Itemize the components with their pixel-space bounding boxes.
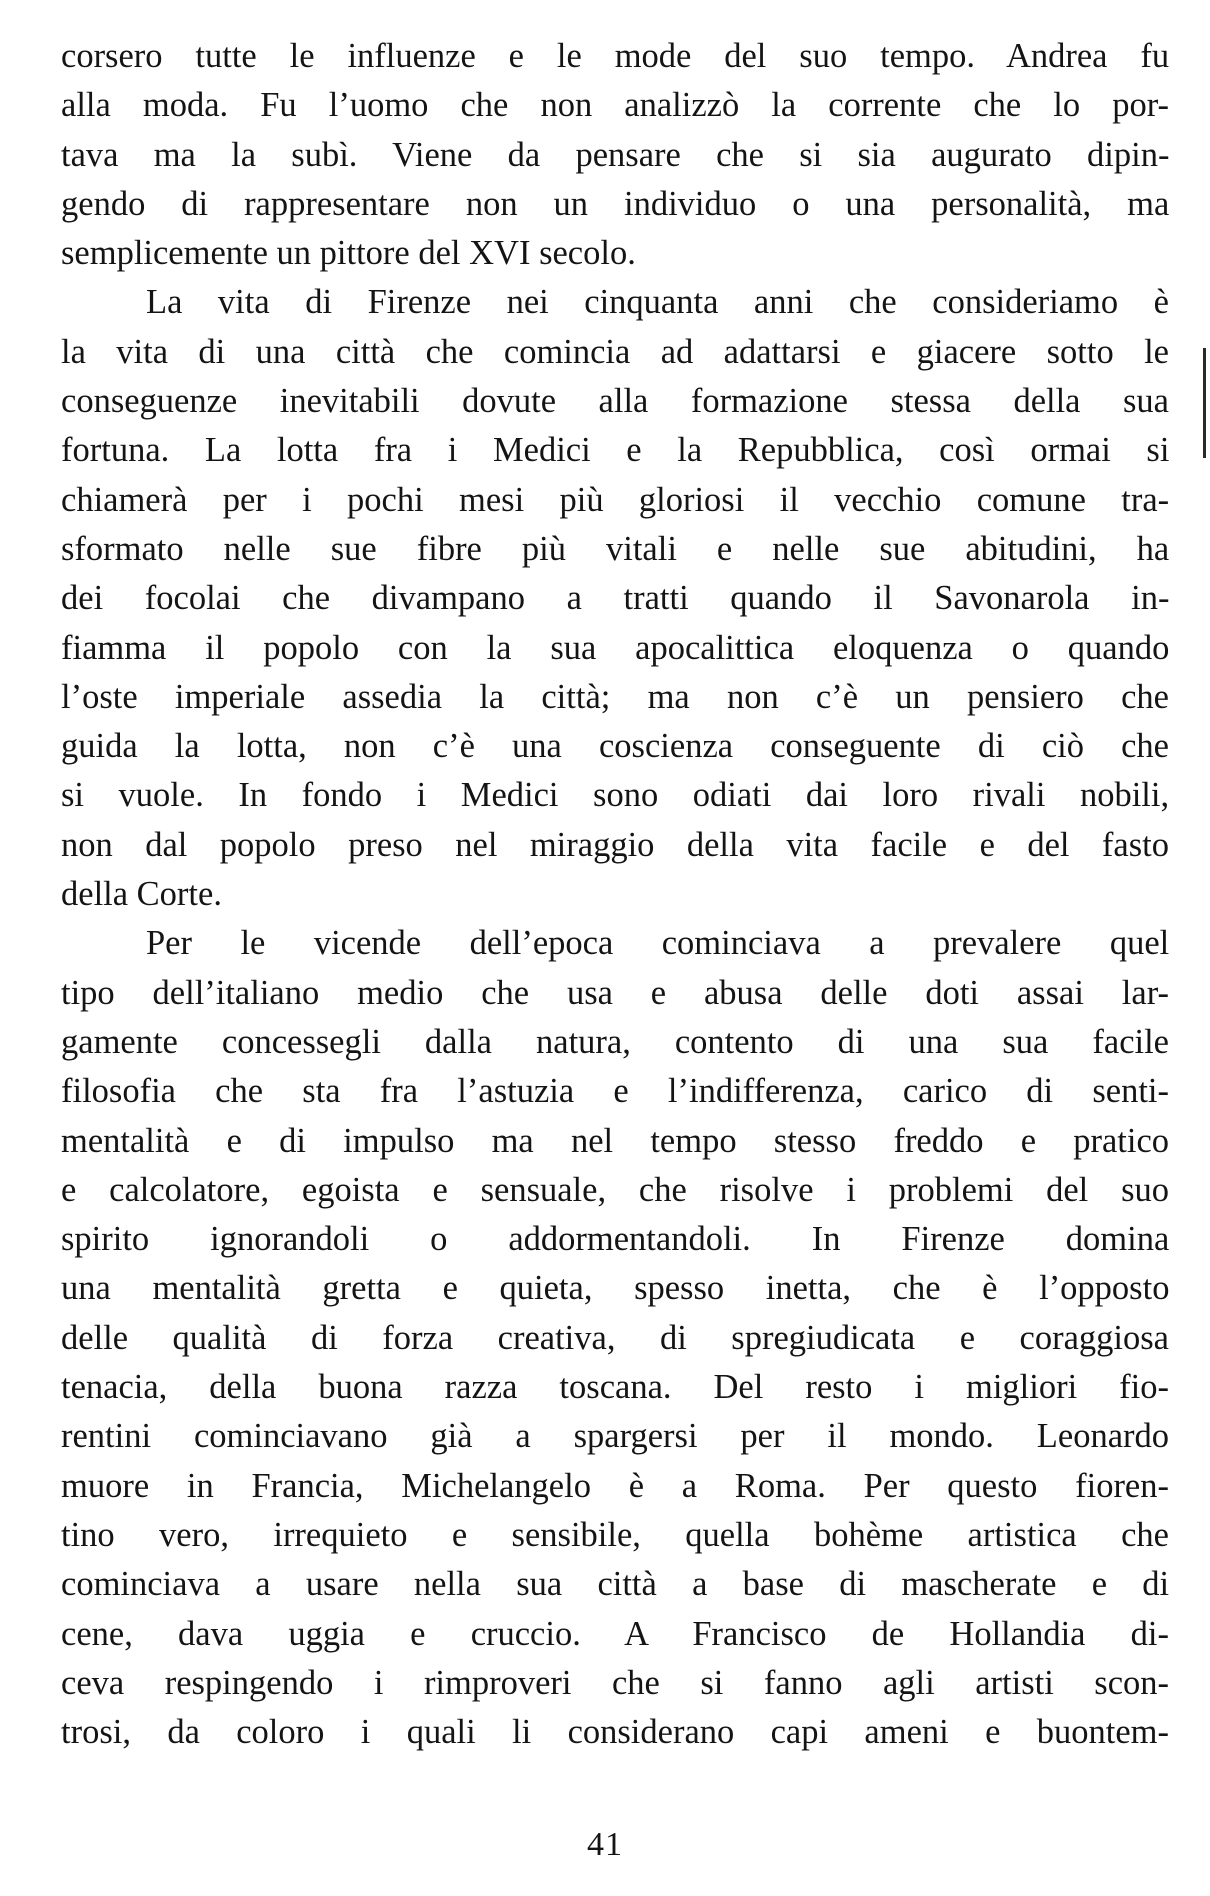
text-line: tipo dell’italiano medio che usa e abusa delle doti assai lar- xyxy=(61,973,1169,1012)
text-line: alla moda. Fu l’uomo che non analizzò la corrente che lo por- xyxy=(61,86,1169,125)
text-line: chiamerà per i pochi mesi più gloriosi il vecchio comune tra- xyxy=(61,480,1170,519)
text-line: delle qualità di forza creativa, di spregiudicata e coraggiosa xyxy=(61,1318,1169,1357)
text-line: e calcolatore, egoista e sensuale, che risolve i problemi del suo xyxy=(61,1170,1170,1209)
text-line: corsero tutte le influenze e le mode del suo tempo. Andrea fu xyxy=(61,37,1170,75)
text-line: cene, dava uggia e cruccio. A Francisco de Hollandia di- xyxy=(61,1614,1169,1653)
text-line: fortuna. La lotta fra i Medici e la Repubblica, così ormai si xyxy=(61,431,1170,470)
text-line: non dal popolo preso nel miraggio della vita facile e del fasto xyxy=(61,825,1169,864)
text-line: semplicemente un pittore del XVI secolo. xyxy=(61,234,636,273)
text-line: della Corte. xyxy=(61,875,222,914)
text-line: trosi, da coloro i quali li considerano capi ameni e buontem- xyxy=(61,1713,1169,1752)
text-line: gamente concessegli dalla natura, contento di una sua facile xyxy=(61,1022,1169,1061)
paragraph-2 xyxy=(61,278,1169,919)
text-line: rentini cominciavano già a spargersi per il mondo. Leonardo xyxy=(61,1417,1169,1456)
text-line: la vita di una città che comincia ad adattarsi e giacere sotto le xyxy=(61,332,1169,371)
text-line: filosofia che sta fra l’astuzia e l’indifferenza, carico di senti- xyxy=(61,1072,1169,1111)
text-line: spirito ignorandoli o addormentandoli. In Firenze domina xyxy=(61,1220,1170,1259)
text-line: tenacia, della buona razza toscana. Del resto i migliori fio- xyxy=(61,1368,1169,1407)
paragraph-3 xyxy=(61,919,1169,1757)
text-line: tino vero, irrequieto e sensibile, quella bohème artistica che xyxy=(61,1515,1169,1554)
body-text xyxy=(61,32,1169,1757)
text-line: mentalità e di impulso ma nel tempo stesso freddo e pratico xyxy=(61,1121,1170,1160)
text-line: tava ma la subì. Viene da pensare che si sia augurato dipin- xyxy=(61,135,1170,174)
text-line: La vita di Firenze nei cinquanta anni che consideriamo è xyxy=(146,283,1169,322)
text-line: gendo di rappresentare non un individuo o una personalità, ma xyxy=(61,184,1170,223)
text-line: una mentalità gretta e quieta, spesso inetta, che è l’opposto xyxy=(61,1269,1170,1308)
text-line: si vuole. In fondo i Medici sono odiati dai loro rivali nobili, xyxy=(61,776,1170,815)
text-line: Per le vicende dell’epoca cominciava a prevalere quel xyxy=(146,924,1170,963)
text-line: muore in Francia, Michelangelo è a Roma. Per questo fioren- xyxy=(61,1466,1169,1505)
paragraph-1 xyxy=(61,32,1169,278)
text-line: dei focolai che divampano a tratti quando il Savonarola in- xyxy=(61,579,1170,618)
text-line: ceva respingendo i rimproveri che si fanno agli artisti scon- xyxy=(61,1663,1170,1702)
text-line: sformato nelle sue fibre più vitali e nelle sue abitudini, ha xyxy=(61,529,1170,568)
page-number: 41 xyxy=(587,1826,623,1863)
text-line: l’oste imperiale assedia la città; ma non c’è un pensiero che xyxy=(61,677,1169,716)
text-line: conseguenze inevitabili dovute alla formazione stessa della sua xyxy=(61,382,1169,421)
text-line: cominciava a usare nella sua città a base di mascherate e di xyxy=(61,1565,1170,1604)
text-line: fiamma il popolo con la sua apocalittica eloquenza o quando xyxy=(61,628,1170,667)
margin-mark xyxy=(1203,348,1206,458)
text-line: guida la lotta, non c’è una coscienza conseguente di ciò che xyxy=(61,727,1169,766)
